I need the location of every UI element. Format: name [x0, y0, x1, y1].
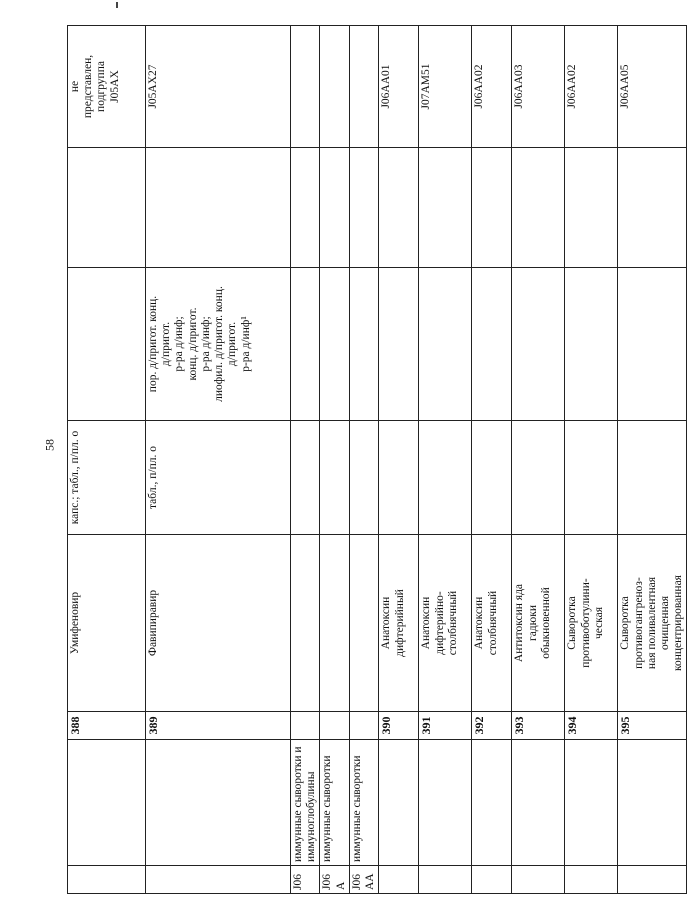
cell-dosage-form-extra [472, 268, 512, 421]
cell-line: Сыворотка [566, 596, 579, 650]
cell-group [379, 740, 419, 866]
cell-drug-name [68, 535, 146, 712]
cell-line: Фавипиравир [147, 589, 159, 657]
table-row [68, 26, 146, 894]
cell-group [419, 740, 472, 866]
cell-number: 388 [68, 712, 146, 740]
cell-dosage-form-extra [320, 268, 349, 421]
cell-line: конц. д/пригот. [186, 307, 199, 381]
cell-atc-code [349, 26, 378, 148]
cell-number [291, 712, 320, 740]
cell-note [320, 148, 349, 268]
cell-atc-code [68, 26, 146, 148]
cell-group: иммунные сыворотки и иммуноглобулины [291, 740, 320, 866]
cell-line: пор. д/пригот. конц. [147, 295, 159, 393]
cell-dosage-form-extra [419, 268, 472, 421]
cell-atc-code [472, 26, 512, 148]
cell-group: иммунные сыворотки [349, 740, 378, 866]
cell-dosage-form [349, 421, 378, 535]
cell-line: Сыворотка [619, 596, 632, 650]
cell-note [419, 148, 472, 268]
table-row [379, 26, 419, 894]
cell-number: 391 [419, 712, 472, 740]
cell-number: 393 [512, 712, 565, 740]
cell-line: Анатоксин [473, 596, 486, 650]
table-row [291, 26, 320, 894]
cell-group [146, 740, 291, 866]
cell-line: не [69, 80, 81, 93]
cell-dosage-form [379, 421, 419, 535]
cell-dosage-form-extra [565, 268, 618, 421]
cell-dosage-form [618, 421, 687, 535]
cell-number: 395 [618, 712, 687, 740]
cell-line: представлен, [82, 54, 95, 119]
cell-drug-name [419, 535, 472, 712]
cell-group [68, 740, 146, 866]
cell-dosage-form-extra [146, 268, 291, 421]
cell-atc-code [618, 26, 687, 148]
drug-table [67, 25, 687, 894]
cell-group [565, 740, 618, 866]
cell-line: капс.; табл., п/пл. о [69, 430, 81, 525]
cell-note [618, 148, 687, 268]
table-row [472, 26, 512, 894]
cell-dosage-form-extra [291, 268, 320, 421]
cell-code [379, 866, 419, 894]
cell-line: Анатоксин [380, 596, 393, 650]
cell-line: дифтерийно- [433, 591, 446, 655]
cell-line: лиофил. д/пригот. конц. [213, 286, 226, 402]
cell-group: иммунные сыворотки [320, 740, 349, 866]
table-row [146, 26, 291, 894]
cell-dosage-form [146, 421, 291, 535]
cell-line: дифтерийный [393, 589, 406, 657]
cell-line: столбнячный [486, 590, 499, 656]
cell-line: д/пригот. [226, 321, 239, 367]
cell-note [349, 148, 378, 268]
cell-line: ческая [592, 606, 605, 640]
cell-line: J06AA02 [473, 64, 486, 109]
cell-line: противоботулини- [579, 578, 592, 668]
cell-line: J07AM51 [420, 63, 433, 110]
cell-note [68, 148, 146, 268]
cell-line: р-ра д/инф; [199, 316, 212, 372]
cell-number: 390 [379, 712, 419, 740]
cell-dosage-form-extra [618, 268, 687, 421]
cell-number [320, 712, 349, 740]
cell-line: гадюки [526, 605, 539, 642]
cell-number: 389 [146, 712, 291, 740]
table-row [512, 26, 565, 894]
cell-atc-code [291, 26, 320, 148]
cell-code [618, 866, 687, 894]
cell-code [512, 866, 565, 894]
cell-atc-code [512, 26, 565, 148]
cell-drug-name [291, 535, 320, 712]
cell-drug-name [512, 535, 565, 712]
table-row [419, 26, 472, 894]
cell-number: 394 [565, 712, 618, 740]
cell-line: табл., п/пл. о [147, 446, 159, 509]
cell-atc-code [419, 26, 472, 148]
cell-code [419, 866, 472, 894]
cell-code [146, 866, 291, 894]
cell-dosage-form [320, 421, 349, 535]
cell-dosage-form [419, 421, 472, 535]
cell-line: Анатоксин [420, 596, 433, 650]
cell-group [618, 740, 687, 866]
cell-line: столбнячный [446, 590, 459, 656]
cell-line: J05AX27 [147, 64, 159, 109]
cell-note [291, 148, 320, 268]
cell-line: Антитоксин яда [513, 583, 526, 663]
cell-atc-code [565, 26, 618, 148]
cell-line: р-ра д/инф; [173, 316, 186, 372]
cell-note [146, 148, 291, 268]
table-row [320, 26, 349, 894]
cell-line: очищенная [658, 595, 671, 651]
cell-dosage-form [472, 421, 512, 535]
scan-mark [116, 2, 118, 8]
cell-dosage-form [68, 421, 146, 535]
cell-dosage-form-extra [379, 268, 419, 421]
cell-line: противогангреноз- [632, 577, 645, 669]
cell-line: J06AA01 [380, 64, 393, 109]
cell-line: д/пригот. [160, 321, 173, 367]
cell-code: J06A [320, 866, 349, 894]
table-row [349, 26, 378, 894]
cell-note [512, 148, 565, 268]
cell-drug-name [320, 535, 349, 712]
cell-note [379, 148, 419, 268]
cell-number [349, 712, 378, 740]
cell-dosage-form [565, 421, 618, 535]
cell-line: р-ра д/инф¹ [239, 316, 252, 372]
cell-atc-code [320, 26, 349, 148]
cell-line: J06AA05 [619, 64, 632, 109]
rotated-table-wrapper [67, 26, 685, 894]
cell-atc-code [146, 26, 291, 148]
cell-drug-name [349, 535, 378, 712]
cell-drug-name [472, 535, 512, 712]
cell-code [68, 866, 146, 894]
cell-note [565, 148, 618, 268]
cell-line: подгруппа [95, 61, 108, 112]
cell-dosage-form-extra [512, 268, 565, 421]
cell-dosage-form-extra [68, 268, 146, 421]
cell-line: обыкновенной [539, 587, 552, 659]
cell-dosage-form [512, 421, 565, 535]
cell-drug-name [565, 535, 618, 712]
cell-line: J06AA03 [513, 64, 526, 109]
cell-code: J06AA [349, 866, 378, 894]
cell-line: J05AX [108, 70, 121, 103]
cell-drug-name [146, 535, 291, 712]
table-body [68, 26, 687, 894]
table-row [565, 26, 618, 894]
cell-group [472, 740, 512, 866]
cell-drug-name [379, 535, 419, 712]
cell-code [565, 866, 618, 894]
page-number: 58 [42, 439, 57, 451]
cell-code: J06 [291, 866, 320, 894]
cell-dosage-form [291, 421, 320, 535]
cell-group [512, 740, 565, 866]
cell-line: J06AA02 [566, 64, 579, 109]
cell-note [472, 148, 512, 268]
cell-dosage-form-extra [349, 268, 378, 421]
table-row [618, 26, 687, 894]
cell-line: Умифеновир [69, 591, 81, 655]
cell-number: 392 [472, 712, 512, 740]
cell-atc-code [379, 26, 419, 148]
cell-code [472, 866, 512, 894]
cell-line: концентрированная [672, 575, 685, 671]
cell-line: ная поливалентная [645, 576, 658, 670]
cell-drug-name [618, 535, 687, 712]
